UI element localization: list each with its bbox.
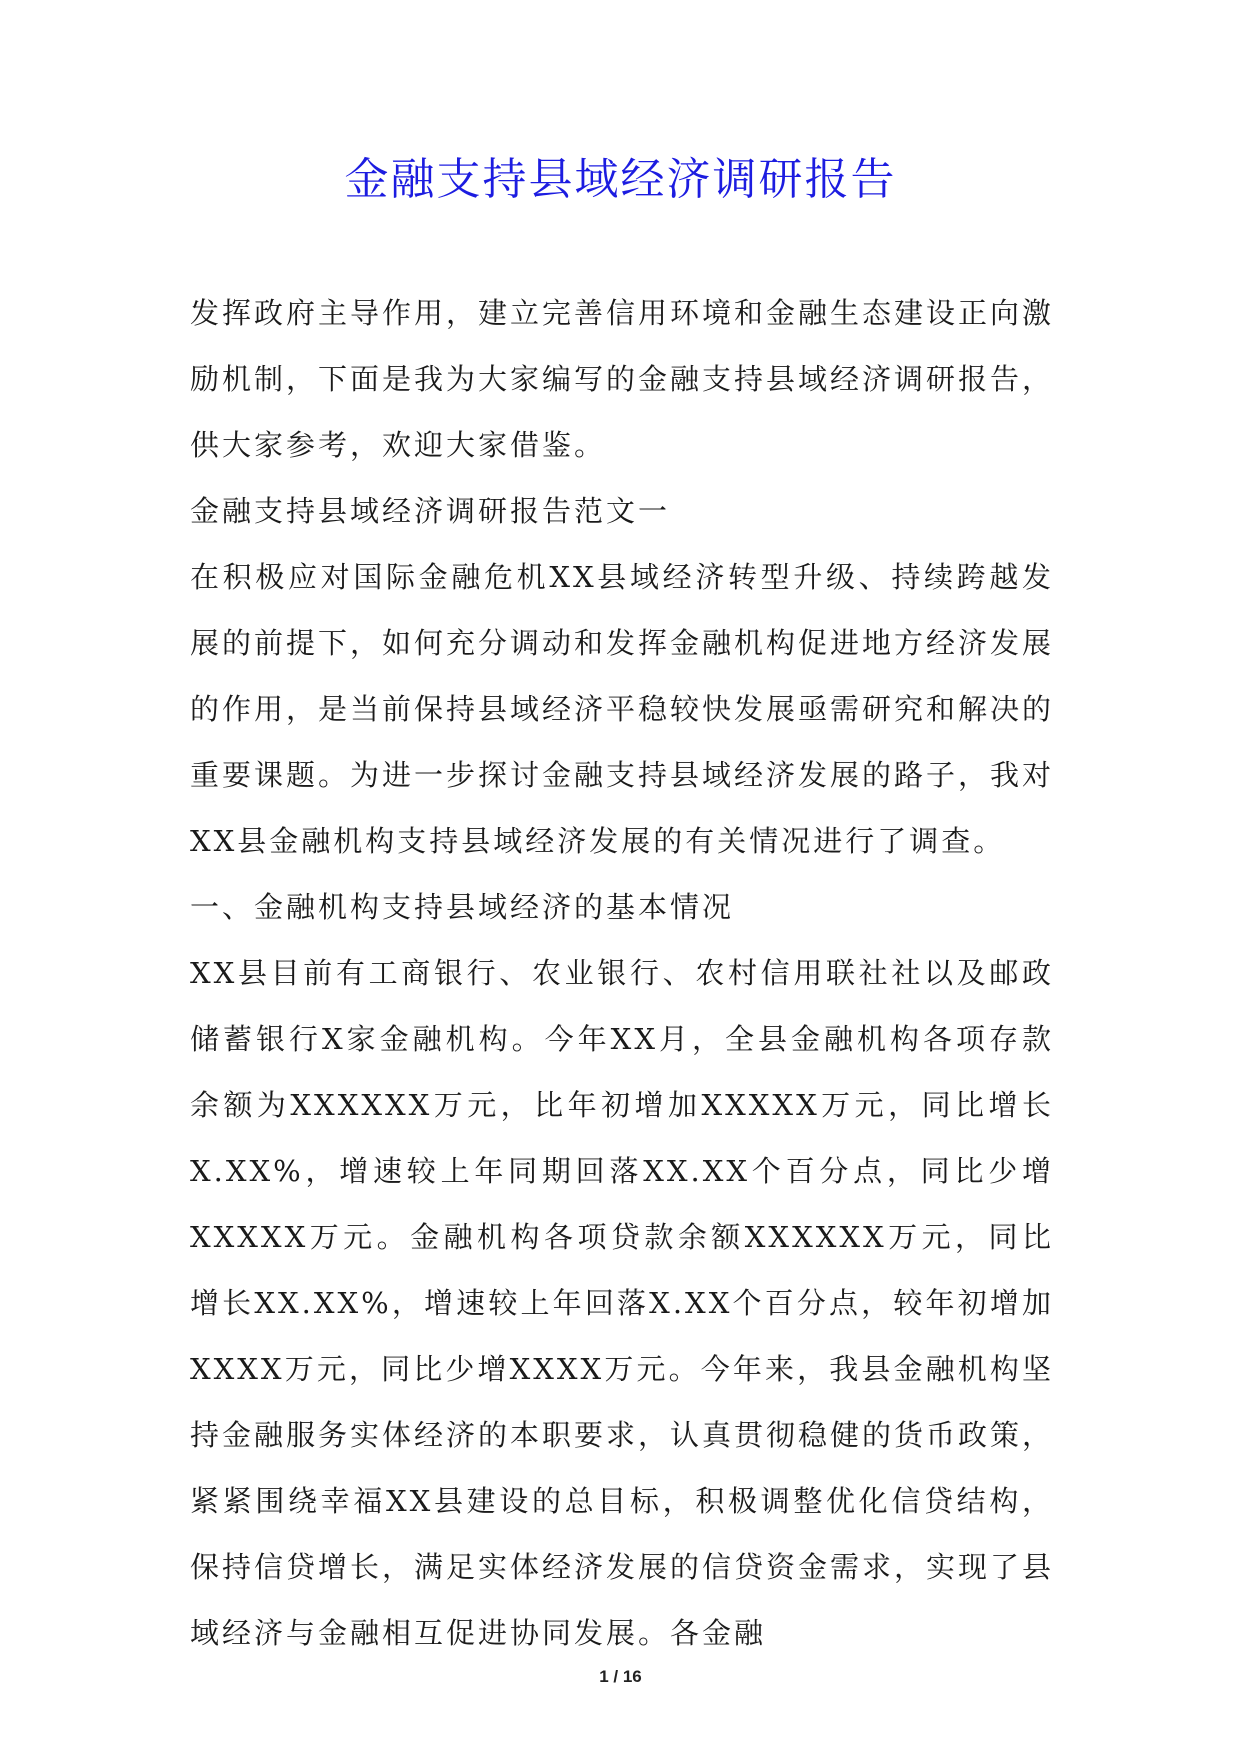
page-title: 金融支持县域经济调研报告 [344, 154, 897, 205]
page-number: 1 / 16 [599, 1667, 642, 1686]
document-body [190, 280, 1054, 1666]
section-heading-1: 一、金融机构支持县域经济的基本情况 [190, 890, 735, 924]
body-paragraph-2: XX县目前有工商银行、农业银行、农村信用联社社以及邮政储蓄银行X家金融机构。今年XX月，全县金融机构各项存款余额为XXXXXX万元，比年初增加XXXXX万元，同比增长X.XX%，增速较上年同期回落XX.XX个百分点，同比少增XXXXX万元。金融机构各项贷款余额XXXXXX万元，同比增长XX.XX%，增速较上年回落X.XX个百分点，较年初增加XXXX万元，同比少增XXXX万元。今年来，我县金融机构坚持金融服务实体经济的本职要求，认真贯彻稳健的货币政策，紧紧围绕幸福XX县建设的总目标，积极调整优化信贷结构，保持信贷增长，满足实体经济发展的信贷资金需求，实现了县域经济与金融相互促进协同发展。各金融 [190, 956, 1055, 1650]
section-title: 金融支持县域经济调研报告范文一 [190, 494, 671, 528]
intro-paragraph: 发挥政府主导作用，建立完善信用环境和金融生态建设正向激励机制，下面是我为大家编写的金融支持县域经济调研报告，供大家参考，欢迎大家借鉴。 [190, 296, 1055, 462]
body-paragraph-1: 在积极应对国际金融危机XX县域经济转型升级、持续跨越发展的前提下，如何充分调动和发挥金融机构促进地方经济发展的作用，是当前保持县域经济平稳较快发展亟需研究和解决的重要课题。为进一步探讨金融支持县域经济发展的路子，我对XX县金融机构支持县域经济发展的有关情况进行了调查。 [190, 560, 1055, 858]
